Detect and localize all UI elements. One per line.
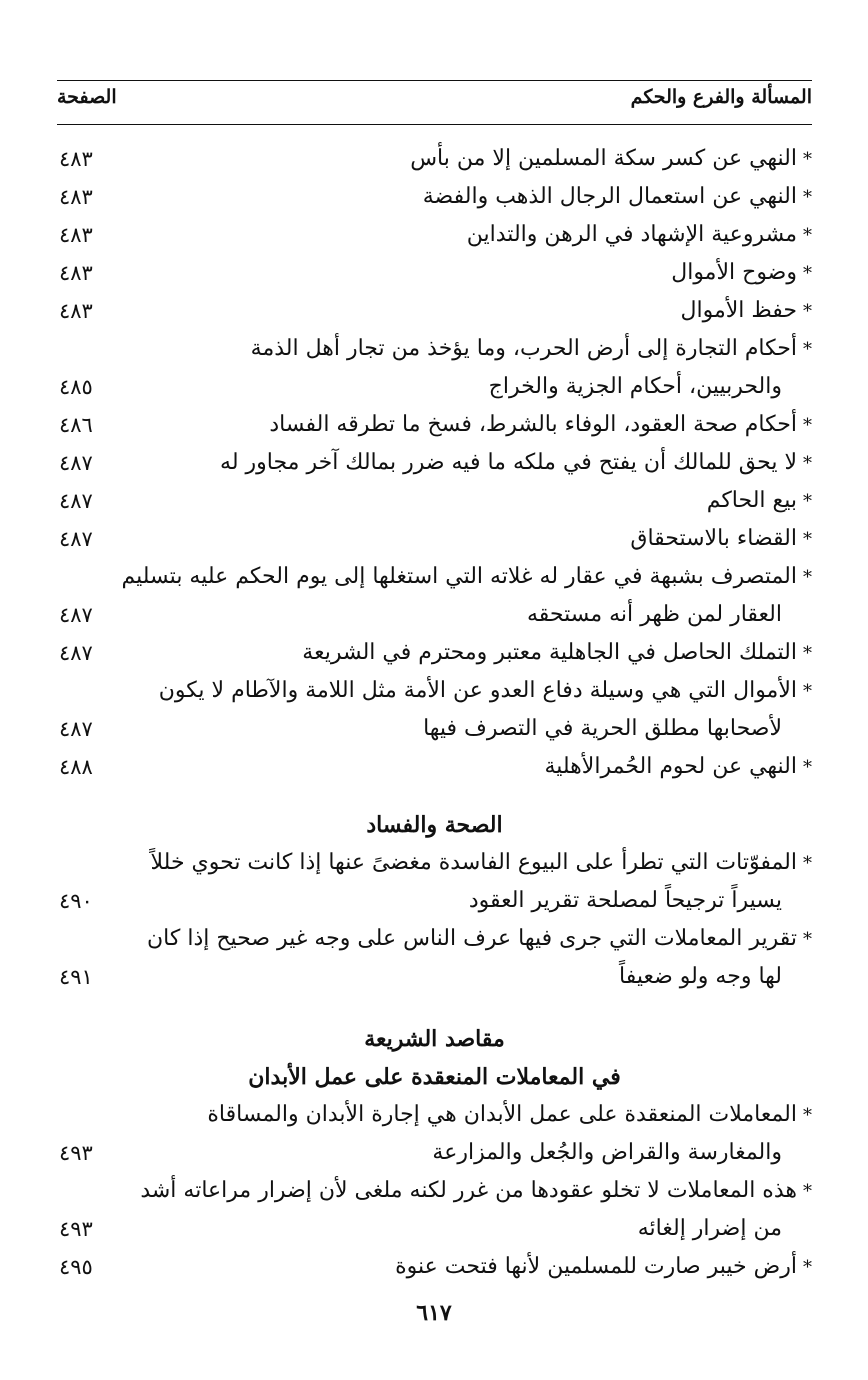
entry-line	[57, 406, 812, 444]
index-entry	[57, 444, 812, 482]
bullet-star: *	[803, 929, 812, 950]
table-header	[57, 86, 812, 116]
entries-group-c	[57, 1096, 812, 1286]
entry-line	[57, 596, 812, 634]
bullet-star: *	[803, 1257, 812, 1278]
index-entry	[57, 634, 812, 672]
bullet-star: *	[803, 643, 812, 664]
bullet-star: *	[803, 453, 812, 474]
bullet-star: *	[803, 529, 812, 550]
entry-text: لها وجه ولو ضعيفاً	[618, 964, 782, 989]
entry-line	[57, 1134, 812, 1172]
entry-text: المعاملات المنعقدة على عمل الأبدان هي إجارة الأبدان والمساقاة	[207, 1102, 797, 1127]
entry-line	[57, 844, 812, 882]
bullet-star: *	[803, 415, 812, 436]
index-entry	[57, 1096, 812, 1172]
entry-page-number: ٤٨٨	[59, 755, 93, 779]
bullet-star: *	[803, 149, 812, 170]
entry-line	[57, 672, 812, 710]
header-page-column: الصفحة	[57, 86, 117, 108]
entry-text: يسيراً ترجيحاً لمصلحة تقرير العقود	[468, 888, 782, 913]
entries-group-b	[57, 844, 812, 996]
entry-line	[57, 710, 812, 748]
index-entry	[57, 520, 812, 558]
entry-text: حفظ الأموال	[680, 298, 797, 323]
entry-line	[57, 178, 812, 216]
entry-text: أحكام التجارة إلى أرض الحرب، وما يؤخذ من تجار أهل الذمة	[250, 336, 797, 361]
entry-line	[57, 140, 812, 178]
index-entry	[57, 216, 812, 254]
entry-line	[57, 254, 812, 292]
entry-text: النهي عن استعمال الرجال الذهب والفضة	[422, 184, 797, 209]
entry-text: القضاء بالاستحقاق	[630, 526, 797, 551]
header-title: المسألة والفرع والحكم	[630, 86, 812, 108]
entry-page-number: ٤٨٣	[59, 185, 93, 209]
index-entry	[57, 672, 812, 748]
page-number: ٦١٧	[416, 1300, 452, 1326]
entry-text: أرض خيبر صارت للمسلمين لأنها فتحت عنوة	[395, 1254, 797, 1279]
entry-text: مشروعية الإشهاد في الرهن والتداين	[466, 222, 797, 247]
index-entry	[57, 920, 812, 996]
bullet-star: *	[803, 1105, 812, 1126]
entry-line	[57, 1248, 812, 1286]
bullet-star: *	[803, 225, 812, 246]
entry-text: لأصحابها مطلق الحرية في التصرف فيها	[423, 716, 782, 741]
entry-page-number: ٤٩١	[59, 965, 93, 989]
section-heading: الصحة والفساد	[366, 812, 503, 838]
entry-line	[57, 882, 812, 920]
entry-text: والمغارسة والقراض والجُعل والمزارعة	[432, 1140, 782, 1165]
entry-text: وضوح الأموال	[671, 260, 797, 285]
entry-text: تقرير المعاملات التي جرى فيها عرف الناس على وجه غير صحيح إذا كان	[147, 926, 797, 951]
entry-page-number: ٤٨٧	[59, 451, 93, 475]
entries-group-a	[57, 140, 812, 786]
bullet-star: *	[803, 1181, 812, 1202]
entry-page-number: ٤٨٥	[59, 375, 93, 399]
index-entry	[57, 482, 812, 520]
entry-line	[57, 444, 812, 482]
entry-page-number: ٤٩٣	[59, 1141, 93, 1165]
entry-text: النهي عن لحوم الحُمرالأهلية	[544, 754, 797, 779]
index-entries	[57, 140, 812, 1286]
index-entry	[57, 330, 812, 406]
bullet-star: *	[803, 681, 812, 702]
entry-page-number: ٤٩٥	[59, 1255, 93, 1279]
index-entry	[57, 1172, 812, 1248]
entry-line	[57, 1172, 812, 1210]
header-rule	[57, 124, 812, 125]
entry-text: بيع الحاكم	[706, 488, 797, 513]
entry-page-number: ٤٨٧	[59, 641, 93, 665]
entry-line	[57, 330, 812, 368]
entry-page-number: ٤٨٣	[59, 299, 93, 323]
index-entry	[57, 292, 812, 330]
bullet-star: *	[803, 301, 812, 322]
entry-text: لا يحق للمالك أن يفتح في ملكه ما فيه ضرر بمالك آخر مجاور له	[220, 450, 797, 475]
bullet-star: *	[803, 339, 812, 360]
entry-line	[57, 292, 812, 330]
entry-text: النهي عن كسر سكة المسلمين إلا من بأس	[410, 146, 797, 171]
entry-page-number: ٤٩٣	[59, 1217, 93, 1241]
entry-text: التملك الحاصل في الجاهلية معتبر ومحترم في الشريعة	[302, 640, 797, 665]
entry-line	[57, 482, 812, 520]
entry-line	[57, 1210, 812, 1248]
entry-text: هذه المعاملات لا تخلو عقودها من غرر لكنه ملغى لأن إضرار مراعاته أشد	[140, 1178, 797, 1203]
entry-text: المفوّتات التي تطرأ على البيوع الفاسدة مغضىً عنها إذا كانت تحوي خللاً	[150, 850, 797, 875]
entry-text: الأموال التي هي وسيلة دفاع العدو عن الأمة مثل اللامة والآطام لا يكون	[158, 678, 797, 703]
index-entry	[57, 140, 812, 178]
entry-page-number: ٤٨٧	[59, 527, 93, 551]
bullet-star: *	[803, 187, 812, 208]
entry-text: من إضرار إلغائه	[637, 1216, 782, 1241]
entry-line	[57, 368, 812, 406]
entry-page-number: ٤٨٣	[59, 147, 93, 171]
entry-text: العقار لمن ظهر أنه مستحقه	[526, 602, 782, 627]
index-entry	[57, 254, 812, 292]
bullet-star: *	[803, 757, 812, 778]
entry-line	[57, 958, 812, 996]
top-rule	[57, 80, 812, 81]
entry-line	[57, 748, 812, 786]
entry-line	[57, 216, 812, 254]
entry-line	[57, 920, 812, 958]
index-entry	[57, 1248, 812, 1286]
entry-text: والحربيين، أحكام الجزية والخراج	[488, 374, 782, 399]
index-entry	[57, 558, 812, 634]
entry-line	[57, 634, 812, 672]
bullet-star: *	[803, 491, 812, 512]
entry-page-number: ٤٨٧	[59, 717, 93, 741]
index-entry	[57, 178, 812, 216]
entry-line	[57, 1096, 812, 1134]
index-entry	[57, 844, 812, 920]
entry-text: المتصرف بشبهة في عقار له غلاته التي استغلها إلى يوم الحكم عليه بتسليم	[121, 564, 797, 589]
index-entry	[57, 406, 812, 444]
entry-line	[57, 520, 812, 558]
bullet-star: *	[803, 263, 812, 284]
entry-page-number: ٤٨٧	[59, 489, 93, 513]
entry-page-number: ٤٨٣	[59, 223, 93, 247]
section-subheading: في المعاملات المنعقدة على عمل الأبدان	[248, 1064, 621, 1090]
entry-text: أحكام صحة العقود، الوفاء بالشرط، فسخ ما تطرقه الفساد	[269, 412, 797, 437]
bullet-star: *	[803, 853, 812, 874]
entry-line	[57, 558, 812, 596]
entry-page-number: ٤٩٠	[59, 889, 93, 913]
entry-page-number: ٤٨٧	[59, 603, 93, 627]
section-heading: مقاصد الشريعة	[364, 1026, 505, 1052]
index-entry	[57, 748, 812, 786]
entry-page-number: ٤٨٦	[59, 413, 93, 437]
bullet-star: *	[803, 567, 812, 588]
entry-page-number: ٤٨٣	[59, 261, 93, 285]
